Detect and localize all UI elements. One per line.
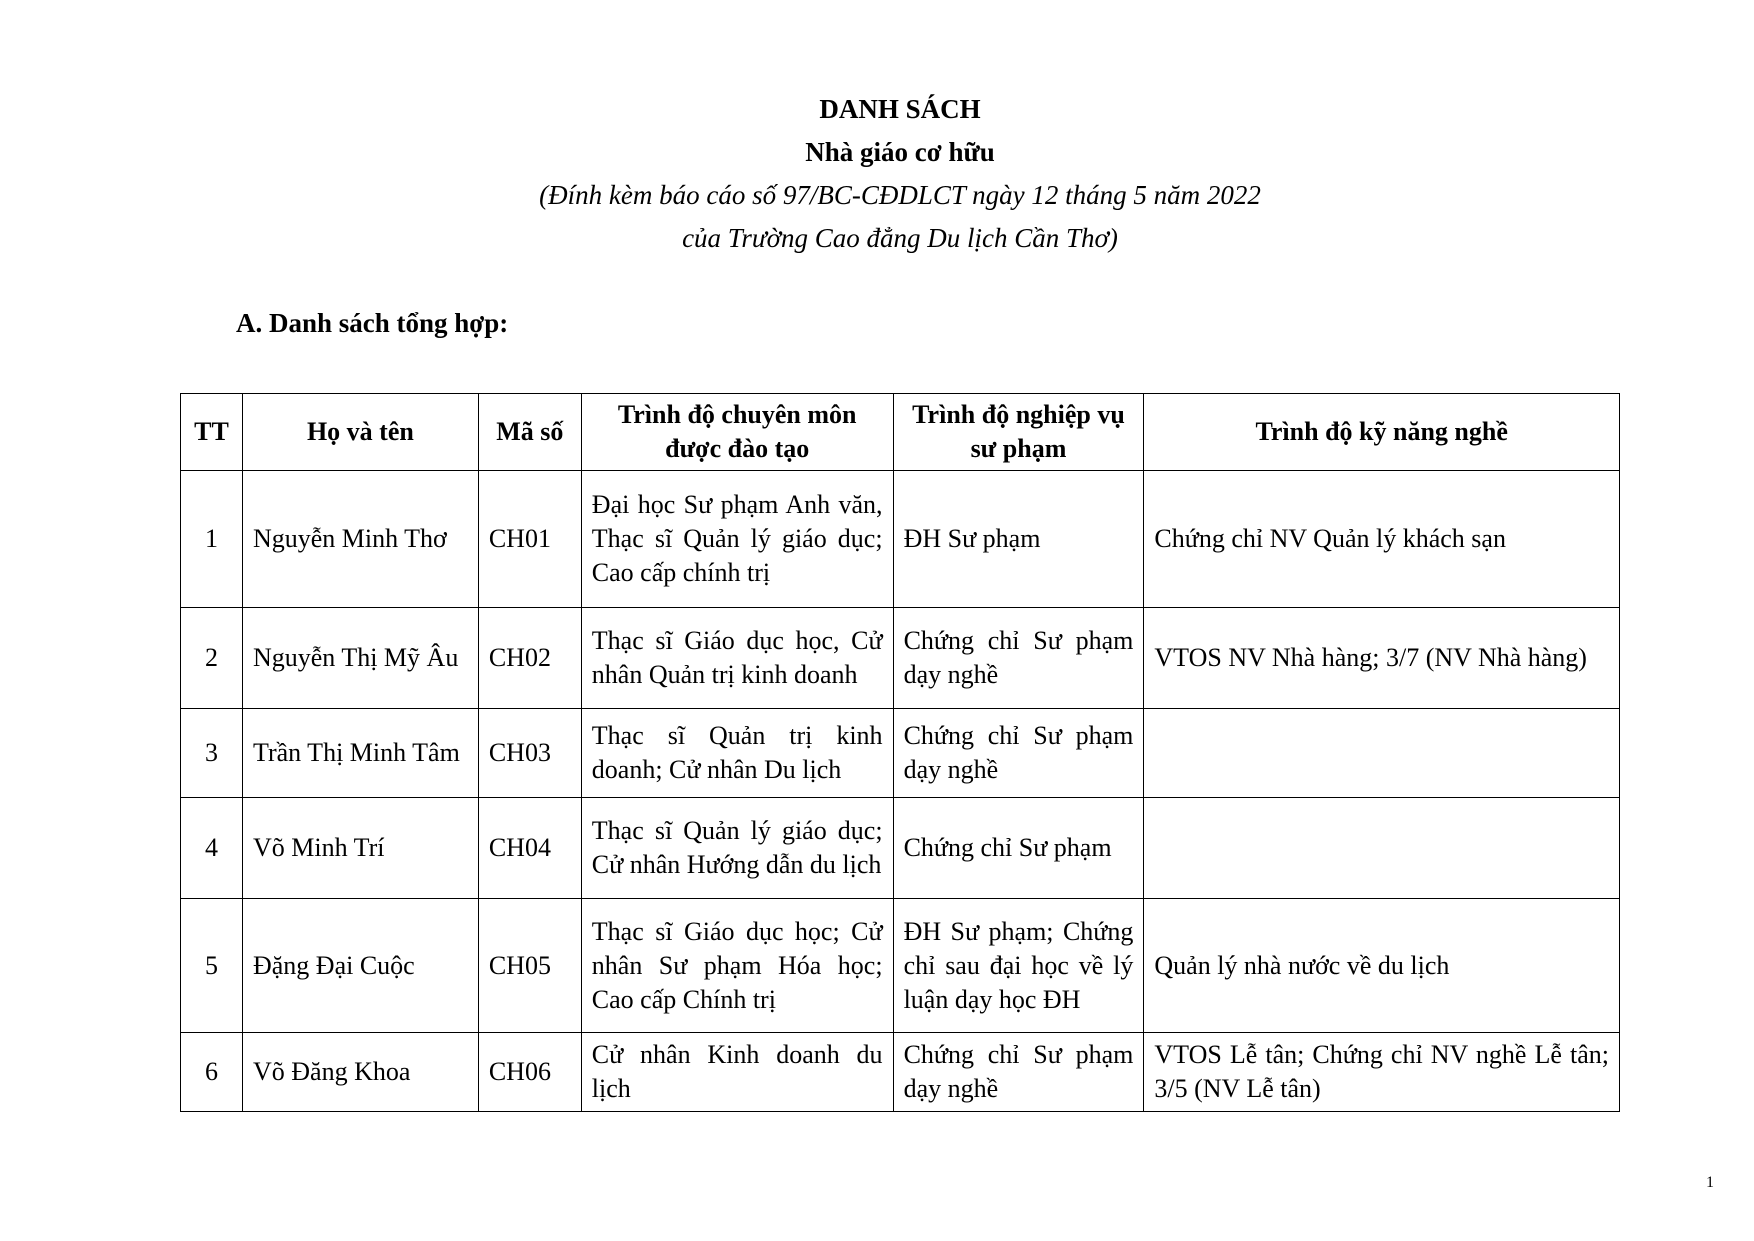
table-cell: Thạc sĩ Giáo dục học, Cử nhân Quản trị kinh doanh <box>581 608 893 709</box>
table-cell: Quản lý nhà nước về du lịch <box>1144 899 1620 1033</box>
table-row <box>181 1033 1620 1112</box>
table-cell: Võ Đăng Khoa <box>242 1033 478 1112</box>
table-row <box>181 899 1620 1033</box>
doc-subtitle: Nhà giáo cơ hữu <box>805 137 995 167</box>
table-cell: Đại học Sư phạm Anh văn, Thạc sĩ Quản lý giáo dục; Cao cấp chính trị <box>581 471 893 608</box>
table-cell: 6 <box>181 1033 243 1112</box>
table-cell: CH04 <box>478 798 581 899</box>
table-cell: ĐH Sư phạm <box>893 471 1144 608</box>
doc-title: DANH SÁCH <box>819 94 981 124</box>
section-title: A. Danh sách tổng hợp: <box>236 308 509 338</box>
table-cell: CH05 <box>478 899 581 1033</box>
table-cell: Chứng chỉ NV Quản lý khách sạn <box>1144 471 1620 608</box>
table-cell <box>1144 798 1620 899</box>
table-cell: Võ Minh Trí <box>242 798 478 899</box>
column-header: Mã số <box>478 394 581 471</box>
table-cell: ĐH Sư phạm; Chứng chỉ sau đại học về lý luận dạy học ĐH <box>893 899 1144 1033</box>
column-header: Trình độ chuyên môn được đào tạo <box>581 394 893 471</box>
table-row <box>181 709 1620 798</box>
column-header: Trình độ nghiệp vụ sư phạm <box>893 394 1144 471</box>
teacher-table <box>180 393 1620 1112</box>
table-cell: Đặng Đại Cuộc <box>242 899 478 1033</box>
table-row <box>181 608 1620 709</box>
table-cell: CH02 <box>478 608 581 709</box>
table-cell: Thạc sĩ Giáo dục học; Cử nhân Sư phạm Hóa học; Cao cấp Chính trị <box>581 899 893 1033</box>
table-cell: Chứng chỉ Sư phạm <box>893 798 1144 899</box>
table-cell: Chứng chỉ Sư phạm dạy nghề <box>893 709 1144 798</box>
table-cell: Nguyễn Minh Thơ <box>242 471 478 608</box>
table-row <box>181 471 1620 608</box>
column-header: Họ và tên <box>242 394 478 471</box>
table-cell: CH03 <box>478 709 581 798</box>
table-cell: Chứng chỉ Sư phạm dạy nghề <box>893 1033 1144 1112</box>
column-header: Trình độ kỹ năng nghề <box>1144 394 1620 471</box>
table-cell: VTOS NV Nhà hàng; 3/7 (NV Nhà hàng) <box>1144 608 1620 709</box>
table-cell: CH01 <box>478 471 581 608</box>
table-cell: 4 <box>181 798 243 899</box>
table-cell: Cử nhân Kinh doanh du lịch <box>581 1033 893 1112</box>
table-cell: 3 <box>181 709 243 798</box>
table-cell: VTOS Lễ tân; Chứng chỉ NV nghề Lễ tân; 3/5 (NV Lễ tân) <box>1144 1033 1620 1112</box>
table-cell <box>1144 709 1620 798</box>
page-number: 1 <box>1706 1174 1714 1191</box>
table-cell: Thạc sĩ Quản lý giáo dục; Cử nhân Hướng dẫn du lịch <box>581 798 893 899</box>
table-cell: Nguyễn Thị Mỹ Âu <box>242 608 478 709</box>
table-cell: Trần Thị Minh Tâm <box>242 709 478 798</box>
doc-note-line1: (Đính kèm báo cáo số 97/BC-CĐDLCT ngày 12 tháng 5 năm 2022 <box>539 180 1261 210</box>
table-cell: Chứng chỉ Sư phạm dạy nghề <box>893 608 1144 709</box>
doc-note-line2: của Trường Cao đẳng Du lịch Cần Thơ) <box>682 223 1118 253</box>
table-cell: 5 <box>181 899 243 1033</box>
table-row <box>181 798 1620 899</box>
table-cell: 2 <box>181 608 243 709</box>
column-header: TT <box>181 394 243 471</box>
table-cell: Thạc sĩ Quản trị kinh doanh; Cử nhân Du lịch <box>581 709 893 798</box>
table-cell: 1 <box>181 471 243 608</box>
table-cell: CH06 <box>478 1033 581 1112</box>
